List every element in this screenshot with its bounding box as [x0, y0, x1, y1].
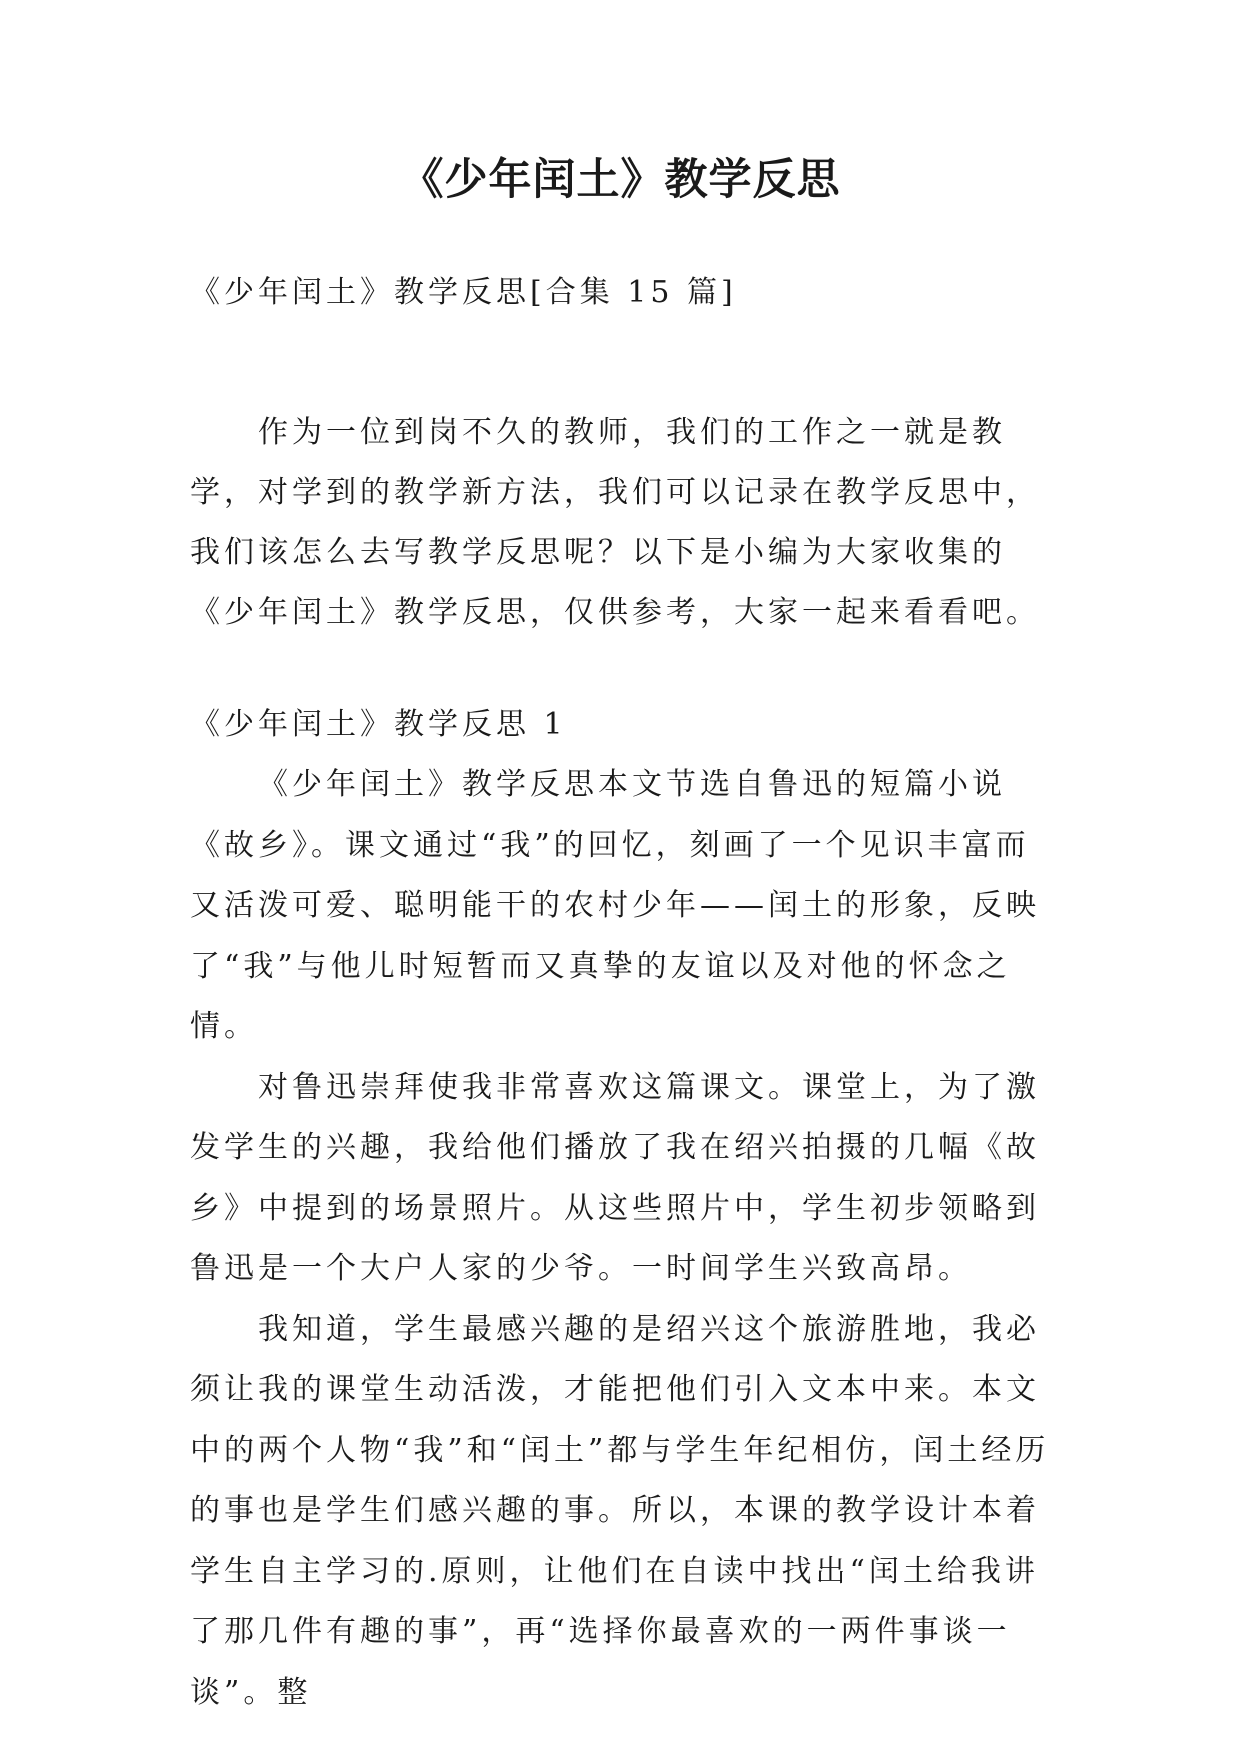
paragraph-3: 我知道，学生最感兴趣的是绍兴这个旅游胜地，我必须让我的课堂生动活泼，才能把他们引入文本中来。本文中的两个人物“我”和“闰土”都与学生年纪相仿，闰土经历的事也是学生们感兴趣的事。所以，本课的教学设计本着学生自主学习的.原则，让他们在自读中找出“闰土给我讲了那几件有趣的事”，再“选择你最喜欢的一两件事谈一谈”。整	[190, 1311, 1050, 1710]
intro-paragraph: 作为一位到岗不久的教师，我们的工作之一就是教学，对学到的教学新方法，我们可以记录在教学反思中，我们该怎么去写教学反思呢？以下是小编为大家收集的《少年闰土》教学反思，仅供参考，大家一起来看看吧。	[190, 415, 1040, 630]
section-1	[190, 695, 1050, 1723]
document-title: 《少年闰土》教学反思	[400, 155, 841, 205]
paragraph-2: 对鲁迅崇拜使我非常喜欢这篇课文。课堂上，为了激发学生的兴趣，我给他们播放了我在绍兴拍摄的几幅《故乡》中提到的场景照片。从这些照片中，学生初步领略到鲁迅是一个大户人家的少爷。一时间学生兴致高昂。	[190, 1069, 1040, 1286]
paragraph-1: 《少年闰土》教学反思本文节选自鲁迅的短篇小说《故乡》。课文通过“我”的回忆，刻画了一个见识丰富而又活泼可爱、聪明能干的农村少年——闰土的形象，反映了“我”与他儿时短暂而又真挚的友谊以及对他的怀念之情。	[190, 767, 1040, 1044]
section-heading: 《少年闰土》教学反思 1	[190, 707, 567, 742]
document-subtitle: 《少年闰土》教学反思[合集 15 篇]	[190, 275, 737, 310]
